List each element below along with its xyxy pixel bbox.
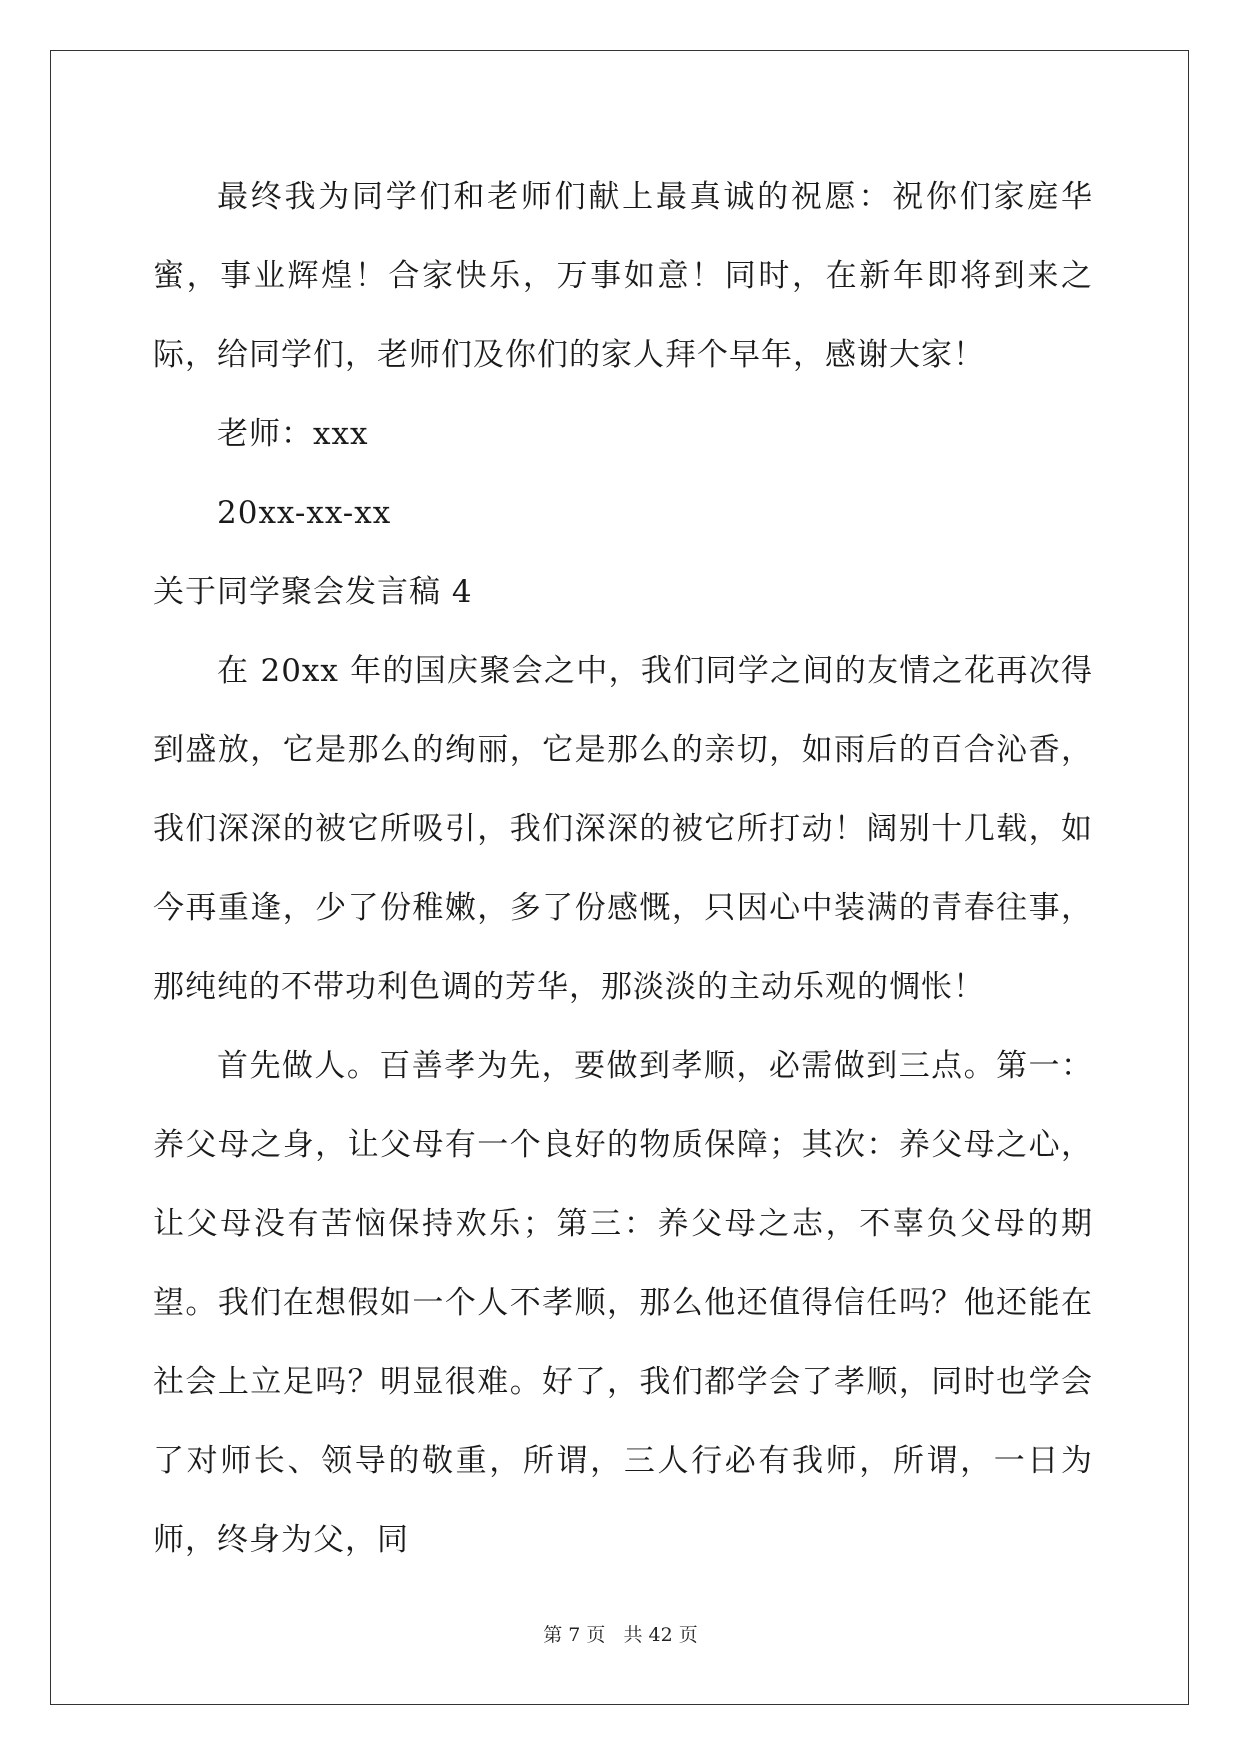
document-body bbox=[153, 158, 1093, 1580]
closing-paragraph: 最终我为同学们和老师们献上最真诚的祝愿：祝你们家庭华蜜，事业辉煌！合家快乐，万事如意！同时，在新年即将到来之际，给同学们，老师们及你们的家人拜个早年，感谢大家！ bbox=[153, 179, 1093, 373]
signature-date: 20xx-xx-xx bbox=[217, 495, 392, 531]
body-paragraph: 首先做人。百善孝为先，要做到孝顺，必需做到三点。第一：养父母之身，让父母有一个良好的物质保障；其次：养父母之心，让父母没有苦恼保持欢乐；第三：养父母之志，不辜负父母的期望。我们在想假如一个人不孝顺，那么他还值得信任吗？他还能在社会上立足吗？明显很难。好了，我们都学会了孝顺，同时也学会了对师长、领导的敬重，所谓，三人行必有我师，所谓，一日为师，终身为父，同 bbox=[153, 1048, 1093, 1558]
signature-teacher: 老师：xxx bbox=[217, 416, 369, 452]
page-footer bbox=[0, 1620, 1241, 1647]
body-paragraph: 在 20xx 年的国庆聚会之中，我们同学之间的友情之花再次得到盛放，它是那么的绚丽，它是那么的亲切，如雨后的百合沁香，我们深深的被它所吸引，我们深深的被它所打动！阔别十几载，如今再重逢，少了份稚嫩，多了份感慨，只因心中装满的青春往事，那纯纯的不带功利色调的芳华，那淡淡的主动乐观的惆怅！ bbox=[153, 653, 1093, 1005]
section-title: 关于同学聚会发言稿 4 bbox=[153, 574, 473, 610]
page-number: 第 7 页 bbox=[543, 1624, 606, 1646]
page-total: 共 42 页 bbox=[623, 1624, 698, 1646]
